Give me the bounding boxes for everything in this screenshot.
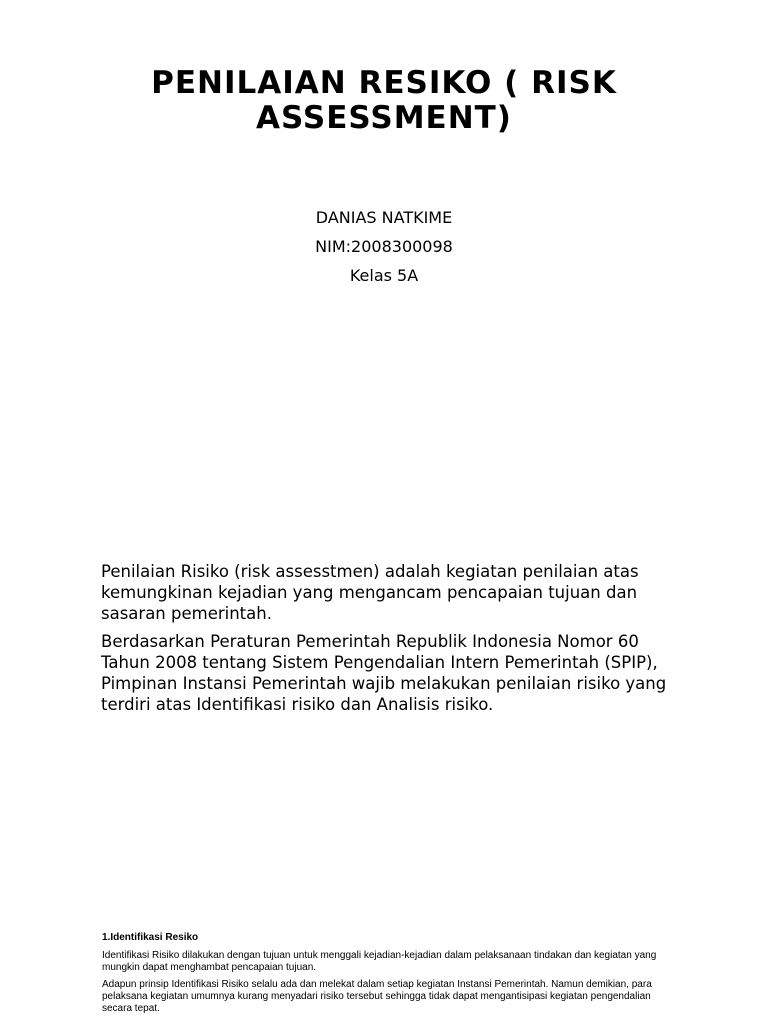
paragraph-definition: Penilaian Risiko (risk assesstmen) adalah kegiatan penilaian atas kemungkinan kejadian yang mengancam pencapaian tujuan dan sasaran pemerintah. [101,562,639,623]
section-paragraph: Adapun prinsip Identifikasi Risiko selalu ada dan melekat dalam setiap kegiatan Instansi Pemerintah. Namun demikian, para pelaksana kegiatan umumnya kurang menyadari risiko tersebut sehingga tidak dapat mengantisipasi kegiatan pengendalian secara tepat. [102,979,652,1014]
document-title: PENILAIAN RESIKO ( RISK ASSESSMENT) [151,65,617,136]
section-identifikasi-resiko [102,932,672,1020]
author-class: Kelas 5A [349,266,419,285]
author-nim: NIM:2008300098 [315,237,453,256]
section-paragraph: Identifikasi Risiko dilakukan dengan tujuan untuk menggali kejadian-kejadian dalam pelaksanaan tindakan dan kegiatan yang mungkin dapat menghambat pencapaian tujuan. [102,950,657,973]
author-block [184,203,584,290]
body-text [101,561,671,722]
section-heading: 1.Identifikasi Resiko [102,932,199,943]
author-name: DANIAS NATKIME [315,208,453,227]
paragraph-regulation: Berdasarkan Peraturan Pemerintah Republik Indonesia Nomor 60 Tahun 2008 tentang Sistem Pengendalian Intern Pemerintah (SPIP), Pimpinan Instansi Pemerintah wajib melakukan penilaian risiko yang terdiri atas Identifikasi risiko dan Analisis risiko. [101,632,667,714]
